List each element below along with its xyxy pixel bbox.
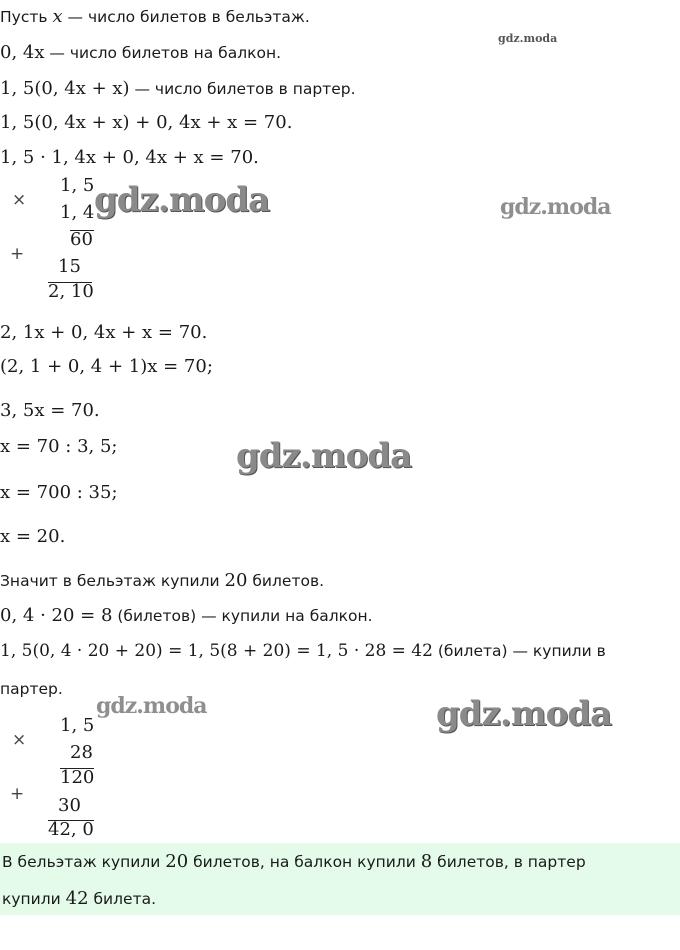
watermark: gdz.moda — [498, 32, 558, 45]
calc-row: 42, 0 — [48, 819, 94, 840]
solution-line-3: 1, 5(0, 4x + x) — число билетов в партер. — [0, 78, 356, 99]
watermark: gdz.moda — [436, 694, 612, 734]
equation-line-11: x = 20. — [0, 526, 66, 547]
answer-line-1: В бельэтаж купили 20 билетов, на балкон купили 8 билетов, в партер — [2, 851, 586, 872]
equation-line-10: x = 700 : 35; — [0, 482, 118, 503]
solution-line-1: Пусть x — число билетов в бельэтаж. — [0, 6, 310, 27]
equation-line-4: 1, 5(0, 4x + x) + 0, 4x + x = 70. — [0, 112, 293, 133]
watermark: gdz.moda — [500, 194, 611, 220]
calc-row: 2, 10 — [48, 281, 94, 302]
plus-sign: + — [10, 784, 25, 804]
calc-row: 15 — [58, 256, 81, 277]
calc-row: 1, 5 — [60, 715, 95, 736]
equation-line-9: x = 70 : 3, 5; — [0, 436, 118, 457]
watermark: gdz.moda — [236, 436, 412, 476]
answer-box — [0, 843, 680, 915]
calc-row: 60 — [70, 229, 93, 250]
calc-row: 1, 5 — [60, 175, 95, 196]
watermark: gdz.moda — [94, 180, 270, 220]
equation-line-6: 2, 1x + 0, 4x + x = 70. — [0, 322, 208, 343]
solution-line-12: Значит в бельэтаж купили 20 билетов. — [0, 570, 325, 591]
plus-sign: + — [10, 244, 25, 264]
solution-line-2: 0, 4x — число билетов на балкон. — [0, 42, 282, 63]
equation-line-5: 1, 5 · 1, 4x + 0, 4x + x = 70. — [0, 147, 259, 168]
equation-line-7: (2, 1 + 0, 4 + 1)x = 70; — [0, 356, 213, 377]
solution-line-13: 0, 4 · 20 = 8 (билетов) — купили на балкон. — [0, 605, 373, 626]
solution-line-15: партер. — [0, 680, 63, 698]
calc-row: 28 — [70, 742, 93, 763]
calc-row: 30 — [58, 795, 81, 816]
multiply-sign: × — [12, 190, 27, 210]
calc-row: 1, 4 — [60, 202, 95, 223]
equation-line-8: 3, 5x = 70. — [0, 400, 100, 421]
calc-row: 120 — [60, 767, 95, 788]
solution-line-14: 1, 5(0, 4 · 20 + 20) = 1, 5(8 + 20) = 1, 5 · 28 = 42 (билета) — купили в — [0, 641, 606, 661]
answer-line-2: купили 42 билета. — [2, 888, 157, 909]
watermark: gdz.moda — [96, 693, 207, 719]
multiply-sign: × — [12, 730, 27, 750]
